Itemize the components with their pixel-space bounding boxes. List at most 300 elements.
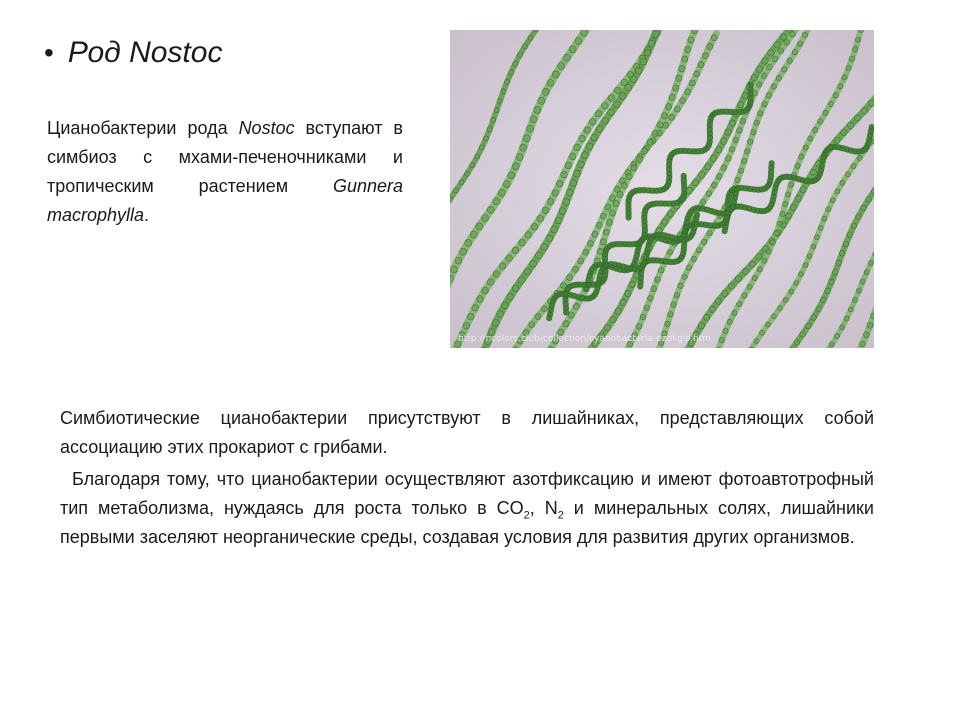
cell-bead (847, 232, 853, 238)
cell-bead (839, 251, 845, 257)
cell-bead (631, 165, 637, 171)
cell-bead (613, 101, 620, 108)
cell-bead (663, 122, 669, 128)
cell-bead (608, 95, 615, 102)
cell-bead (720, 138, 726, 144)
cell-bead (799, 272, 804, 277)
cell-bead (559, 208, 566, 215)
cell-bead (767, 64, 773, 70)
cell-bead (556, 180, 563, 187)
cell-bead (667, 211, 673, 217)
cell-bead (748, 139, 753, 144)
cell-bead (841, 130, 847, 136)
cell-bead (569, 46, 576, 53)
cell-bead (692, 30, 698, 34)
cell-bead (747, 284, 752, 289)
cell-bead (756, 66, 762, 72)
cell-bead (787, 58, 792, 63)
cell-bead (727, 319, 732, 324)
cell-bead (866, 197, 872, 203)
cell-bead (666, 104, 672, 110)
cell-bead (600, 213, 606, 219)
cell-bead (696, 248, 701, 253)
description-paragraph (47, 114, 403, 230)
cell-bead (845, 172, 850, 177)
cell-bead (673, 85, 679, 91)
cell-bead (676, 75, 682, 81)
cell-bead (853, 47, 858, 52)
cell-bead (584, 127, 591, 134)
cell-bead (630, 76, 637, 83)
cell-bead (667, 249, 673, 255)
cell-bead (761, 73, 767, 79)
cell-bead (810, 169, 816, 175)
cell-bead (754, 120, 759, 125)
cell-bead (783, 202, 788, 207)
cell-bead (519, 239, 526, 246)
cell-bead (778, 48, 784, 54)
cell-bead (578, 258, 584, 264)
cell-bead (588, 240, 594, 246)
cell-bead (811, 244, 816, 249)
cell-bead (836, 260, 842, 266)
cell-bead (636, 156, 642, 162)
cell-bead (833, 93, 838, 98)
cell-bead (861, 108, 867, 114)
cell-bead (606, 219, 612, 225)
slide-title-row (44, 36, 222, 70)
cell-bead (577, 161, 584, 168)
cell-bead (768, 50, 774, 56)
cell-bead (505, 79, 510, 84)
cell-bead (821, 297, 827, 303)
cell-bead (635, 67, 642, 74)
cell-bead (762, 58, 768, 64)
cell-bead (625, 84, 632, 91)
cell-bead (794, 281, 799, 286)
cell-bead (547, 198, 554, 205)
cell-bead (738, 168, 743, 173)
cell-bead (800, 332, 806, 338)
cell-bead (520, 144, 527, 151)
cell-bead (569, 153, 576, 160)
cell-bead (777, 306, 782, 311)
cell-bead (652, 31, 659, 38)
cell-bead (465, 171, 470, 176)
cell-bead (558, 63, 565, 70)
cell-bead (470, 163, 475, 168)
cell-bead (799, 154, 804, 159)
cell-bead (487, 206, 494, 213)
cell-bead (563, 54, 570, 61)
cell-bead (679, 66, 685, 72)
cell-bead (535, 314, 541, 320)
cell-bead (737, 128, 743, 134)
bullet-icon: • (44, 37, 54, 68)
cell-bead (785, 213, 791, 219)
cell-bead (530, 260, 537, 267)
cell-bead (573, 303, 579, 309)
cell-bead (864, 332, 870, 338)
cell-bead (479, 145, 484, 150)
cell-bead (789, 289, 794, 294)
cell-bead (818, 225, 823, 230)
cell-bead (669, 114, 675, 120)
cell-bead (749, 261, 755, 267)
cell-bead (751, 130, 756, 135)
cell-bead (536, 252, 543, 259)
cell-bead (685, 89, 691, 95)
cell-bead (530, 116, 537, 123)
cell-bead (699, 172, 705, 178)
cell-bead (783, 297, 788, 302)
cell-bead (640, 58, 647, 65)
cell-bead (748, 82, 753, 87)
cell-bead (531, 224, 538, 231)
cell-bead (472, 305, 479, 312)
p2-text-3: и минеральных солях, лишайники первыми заселяют неорганические среды, создавая условия для развития других организмов. (60, 498, 874, 547)
cell-bead (570, 180, 577, 187)
cell-bead (487, 127, 492, 132)
cell-bead (534, 106, 541, 113)
cell-bead (610, 316, 616, 322)
cell-bead (742, 268, 748, 274)
cell-bead (537, 215, 544, 222)
cell-bead (698, 62, 704, 68)
cell-bead (756, 82, 762, 88)
cell-bead (834, 137, 840, 143)
cell-bead (751, 75, 757, 81)
cell-bead (771, 84, 776, 89)
cell-bead (745, 149, 750, 154)
cell-bead (563, 199, 570, 206)
cell-bead (470, 231, 477, 238)
cell-bead (725, 156, 731, 162)
cell-bead (790, 204, 796, 210)
cell-bead (499, 263, 506, 270)
cell-bead (742, 158, 747, 163)
cell-bead (467, 313, 474, 320)
cell-bead (484, 136, 489, 141)
cell-bead (648, 296, 654, 302)
cell-bead (867, 322, 873, 328)
cell-bead (555, 217, 562, 224)
cell-bead (774, 42, 780, 48)
cell-bead (766, 93, 771, 98)
cell-bead (455, 257, 462, 264)
cell-bead (582, 152, 589, 159)
cell-bead (738, 102, 744, 108)
cell-bead (509, 70, 514, 75)
cell-bead (524, 268, 531, 275)
cell-bead (609, 195, 615, 201)
cell-bead (737, 302, 742, 307)
cell-bead (794, 340, 800, 346)
cell-bead (803, 145, 808, 150)
cell-bead (657, 122, 663, 128)
cell-bead (766, 322, 771, 327)
cell-bead (561, 171, 568, 178)
cell-bead (596, 126, 603, 133)
cell-bead (685, 46, 691, 52)
cell-bead (574, 144, 581, 151)
image-source-caption: http://ncolors.club/collection/cyanobacteria-ezoligis.htm (458, 334, 711, 344)
cell-bead (772, 314, 777, 319)
cell-bead (492, 320, 499, 327)
cell-bead (621, 182, 627, 188)
cell-bead (453, 188, 458, 193)
cell-bead (450, 196, 453, 201)
genus-name: Nostoc (238, 118, 295, 138)
cell-bead (574, 170, 581, 177)
cell-bead (602, 117, 609, 124)
cell-bead (756, 254, 762, 260)
cell-bead (722, 290, 728, 296)
cell-bead (861, 205, 867, 211)
cell-bead (600, 239, 606, 245)
cell-bead (742, 92, 748, 98)
cell-bead (523, 44, 528, 49)
paragraph-2 (60, 465, 874, 552)
species-name: Gunnera macrophylla (47, 176, 403, 225)
cell-bead (652, 130, 658, 136)
cell-bead (595, 110, 602, 117)
desc-text-3: . (144, 205, 150, 225)
cell-bead (589, 119, 596, 126)
cell-bead (546, 235, 553, 242)
micrograph-drawing (450, 30, 874, 348)
cell-bead (829, 279, 835, 285)
cell-bead (507, 293, 514, 300)
cell-bead (860, 341, 866, 347)
cell-bead (463, 323, 470, 330)
cell-bead (829, 342, 834, 347)
cell-bead (661, 219, 667, 225)
cell-bead (563, 321, 569, 327)
cell-bead (715, 298, 721, 304)
cell-bead (758, 111, 763, 116)
cell-bead (719, 338, 724, 343)
cell-bead (774, 230, 779, 235)
cell-bead (477, 296, 484, 303)
cell-bead (581, 30, 588, 36)
cell-bead (494, 108, 499, 113)
cell-bead (686, 265, 691, 270)
cell-bead (498, 98, 503, 103)
cell-bead (655, 277, 661, 283)
nostoc-micrograph (450, 30, 874, 348)
cell-bead (583, 249, 589, 255)
cell-bead (502, 302, 509, 309)
cell-bead (615, 308, 621, 314)
cell-bead (617, 191, 623, 197)
cell-bead (760, 330, 765, 335)
cell-bead (482, 215, 489, 222)
cell-bead (528, 35, 533, 40)
cell-bead (689, 80, 695, 86)
cell-bead (674, 293, 679, 298)
cell-bead (518, 52, 523, 57)
cell-bead (848, 122, 854, 128)
cell-bead (802, 32, 807, 37)
slide-title: Род Nostoc (67, 36, 223, 69)
cell-bead (735, 177, 740, 182)
cell-bead (844, 316, 849, 321)
cell-bead (493, 271, 500, 278)
cell-bead (770, 240, 775, 245)
cell-bead (604, 325, 610, 331)
cell-bead (503, 181, 510, 188)
cell-bead (608, 109, 615, 116)
cell-bead (682, 274, 687, 279)
cell-bead (603, 229, 609, 235)
cell-bead (705, 163, 711, 169)
cell-bead (864, 270, 869, 275)
cell-bead (729, 120, 735, 126)
cell-bead (613, 201, 619, 207)
cell-bead (803, 263, 808, 268)
cell-bead (451, 266, 458, 273)
cell-bead (826, 207, 831, 212)
cell-bead (681, 173, 686, 178)
cell-bead (857, 155, 862, 160)
cell-bead (596, 222, 602, 228)
cell-bead (694, 212, 699, 217)
cell-bead (644, 49, 651, 56)
cell-bead (734, 187, 739, 192)
cell-bead (512, 285, 519, 292)
cell-bead (609, 210, 615, 216)
cell-bead (671, 302, 676, 307)
cell-bead (508, 172, 515, 179)
cell-bead (842, 75, 847, 80)
cell-bead (538, 97, 545, 104)
cell-bead (605, 204, 611, 210)
cell-bead (704, 314, 710, 320)
desc-text-2: вступают в симбиоз с мхами-печеночниками и тропическим растением (47, 118, 403, 196)
cell-bead (567, 275, 573, 281)
cell-bead (459, 180, 464, 185)
cell-bead (694, 71, 700, 77)
cell-bead (795, 195, 801, 201)
cell-bead (572, 266, 578, 272)
cell-bead (565, 162, 572, 169)
cell-bead (825, 288, 831, 294)
cell-bead (691, 256, 696, 261)
cell-bead (592, 231, 598, 237)
cell-bead (706, 191, 712, 197)
cell-bead (818, 119, 823, 124)
cell-bead (586, 143, 593, 150)
cell-bead (807, 254, 812, 259)
cell-bead (784, 40, 790, 46)
cell-bead (869, 124, 874, 129)
cell-bead (777, 221, 782, 226)
cell-bead (848, 307, 853, 312)
cell-bead (843, 241, 849, 247)
cell-bead (702, 53, 708, 59)
cell-bead (682, 56, 688, 62)
cell-bead (782, 67, 787, 72)
cell-bead (740, 118, 746, 124)
cell-bead (626, 174, 632, 180)
cell-bead (523, 135, 530, 142)
cell-bead (668, 312, 673, 317)
cell-bead (733, 137, 739, 143)
cell-bead (541, 244, 548, 251)
cell-bead (716, 174, 722, 180)
cell-bead (475, 154, 480, 159)
cell-bead (856, 37, 861, 42)
cell-bead (766, 249, 771, 254)
cell-bead (579, 135, 586, 142)
cell-bead (493, 198, 500, 205)
cell-bead (858, 30, 863, 33)
cell-bead (487, 279, 494, 286)
cell-bead (625, 290, 631, 296)
cell-bead (800, 187, 806, 193)
cell-bead (661, 113, 667, 119)
cell-bead (822, 216, 827, 221)
cell-bead (512, 163, 519, 170)
cell-bead (860, 279, 865, 284)
cell-bead (497, 311, 504, 318)
n2-subscript: 2 (557, 509, 564, 522)
cell-bead (642, 148, 648, 154)
cell-bead (501, 89, 506, 94)
cell-bead (813, 127, 818, 132)
cell-bead (838, 84, 843, 89)
cell-bead (700, 199, 706, 205)
cell-bead (575, 38, 582, 45)
cell-bead (776, 75, 781, 80)
cell-bead (853, 298, 858, 303)
cell-bead (680, 98, 686, 104)
cell-bead (709, 306, 715, 312)
cell-bead (840, 180, 845, 185)
cell-bead (702, 239, 707, 244)
cell-bead (806, 323, 812, 329)
cell-bead (754, 339, 759, 344)
cell-bead (644, 305, 650, 311)
cell-bead (729, 283, 735, 289)
cell-bead (723, 328, 728, 333)
cell-bead (828, 101, 833, 106)
cell-bead (591, 134, 598, 141)
cell-bead (815, 235, 820, 240)
cell-bead (678, 283, 683, 288)
cell-bead (816, 306, 822, 312)
cell-bead (482, 287, 489, 294)
cell-bead (752, 276, 757, 281)
cell-bead (491, 117, 496, 122)
cell-bead (698, 323, 704, 329)
cell-bead (823, 110, 828, 115)
cell-bead (566, 189, 573, 196)
cell-bead (669, 94, 675, 100)
cell-bead (769, 161, 774, 166)
cell-bead (518, 277, 525, 284)
body-text (60, 404, 874, 552)
cell-bead (552, 71, 559, 78)
cell-bead (856, 288, 861, 293)
cell-bead (835, 189, 840, 194)
cell-bead (735, 276, 741, 282)
cell-bead (849, 56, 854, 61)
cell-bead (542, 88, 549, 95)
cell-bead (602, 103, 609, 110)
cell-bead (868, 100, 874, 106)
